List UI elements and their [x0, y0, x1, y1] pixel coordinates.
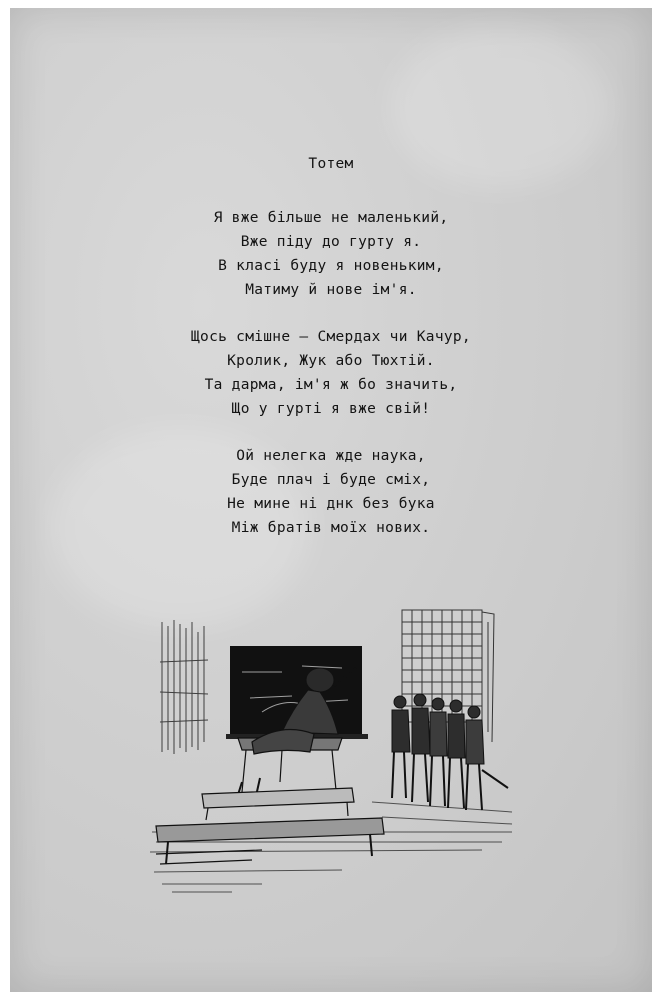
stanza-3 [10, 444, 652, 540]
poem-line: Та дарма, ім'я ж бо значить, [204, 377, 458, 393]
poem-line: Між братів моїх нових. [231, 520, 431, 536]
poem-line: Матиму й нове ім'я. [245, 282, 417, 298]
classroom-illustration [142, 602, 522, 902]
poem-line: Що у гурті я вже свій! [231, 401, 431, 417]
poem-line: Я вже більше не маленький, [213, 210, 449, 226]
floor-hatching [150, 802, 512, 892]
wall-hatching-left [160, 620, 208, 754]
poem-line: Вже піду до гурту я. [240, 234, 422, 250]
poem-line: Щось смішне — Смердах чи Качур, [191, 329, 471, 345]
poem-line: Не мине ні днк без бука [227, 496, 435, 512]
paper-page [10, 8, 652, 992]
stanza-1 [10, 206, 652, 302]
stanza-2 [10, 325, 652, 421]
poem-title: Тотем [308, 156, 354, 172]
poem-line: В класі буду я новеньким, [218, 258, 444, 274]
poem-line: Кролик, Жук або Тюхтій. [227, 353, 435, 369]
poem [10, 154, 652, 563]
boys-group [392, 694, 508, 810]
bench [202, 788, 354, 820]
poem-line: Ой нелегка жде наука, [236, 448, 426, 464]
front-desk [156, 818, 384, 864]
punishment-desk [237, 730, 342, 799]
poem-line: Буде плач і буде сміх, [231, 472, 431, 488]
